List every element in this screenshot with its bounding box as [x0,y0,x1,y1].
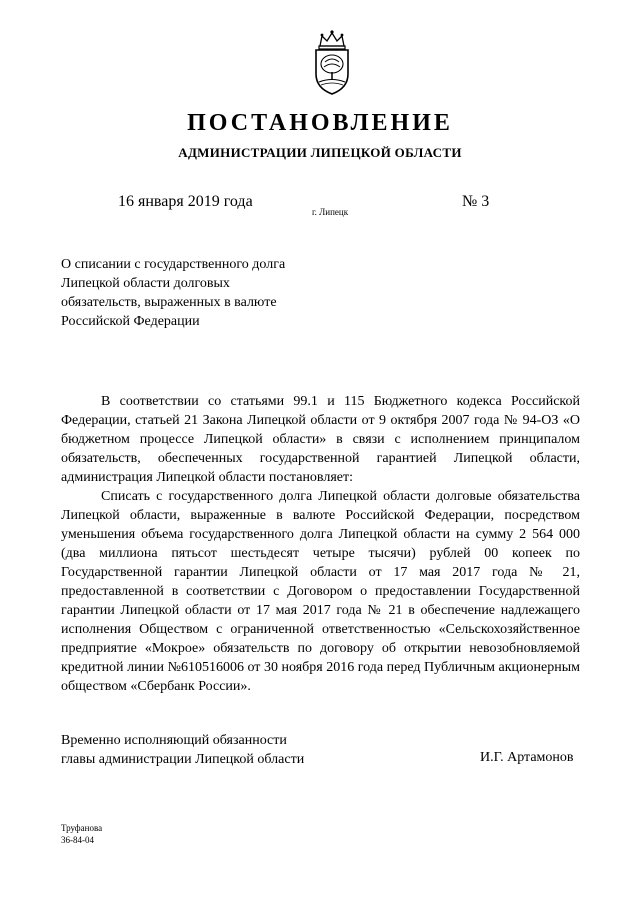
subject-line: Российской Федерации [61,314,200,329]
subject-line: Липецкой области долговых [61,276,230,291]
body-paragraph-resolution: Списать с государственного долга Липецкой области долговые обязательства Липецкой области, выраженные в валюте Российской Федерации, посредством уменьшения объема государственного долга Липецкой области на сумму 2 564 000 (два миллиона пятьсот шестьдесят четыре тысячи) рублей 00 копеек по Государственной гарантии Липецкой области от 17 мая 2017 года № 21, предоставленной в соответствии с Договором о предоставлении Государственной гарантии Липецкой области от 17 мая 2017 года № 21 в обеспечение надлежащего исполнения Обществом с ограниченной ответственностью «Сельскохозяйственное предприятие «Мокрое» обязательств по договору об открытии невозобновляемой кредитной линии №610516006 от 30 ноября 2016 года перед Публичным акционерным обществом «Сбербанк России». [61,489,580,694]
executor-phone: 36-84-04 [61,835,94,845]
lipetsk-coat-of-arms-icon [306,28,358,96]
executor-name: Труфанова [61,823,103,833]
document-date: 16 января 2019 года [118,193,253,210]
document-subject [61,255,331,331]
body-paragraph-preamble: В соответствии со статьями 99.1 и 115 Бюджетного кодекса Российской Федерации, статьей 21 Закона Липецкой области от 9 октября 2007 года № 94-ОЗ «О бюджетном процессе Липецкой области» в связи с исполнением принципалом обязательств, обеспеченных государственной гарантией Липецкой области, администрация Липецкой области постановляет: [61,394,580,485]
document-subtitle: АДМИНИСТРАЦИИ ЛИПЕЦКОЙ ОБЛАСТИ [178,145,462,160]
signatory-name: И.Г. Артамонов [480,750,574,765]
signatory-role-line: Временно исполняющий обязанности [61,733,287,748]
document-number: № 3 [462,193,490,210]
document-body [61,392,580,696]
document-title: ПОСТАНОВЛЕНИЕ [187,110,453,136]
subject-line: О списании с государственного долга [61,257,286,272]
executor-info [61,822,102,846]
subject-line: обязательств, выраженных в валюте [61,295,277,310]
signatory-role-line: главы администрации Липецкой области [61,752,305,767]
signatory-role [61,731,304,769]
document-city: г. Липецк [312,207,349,217]
